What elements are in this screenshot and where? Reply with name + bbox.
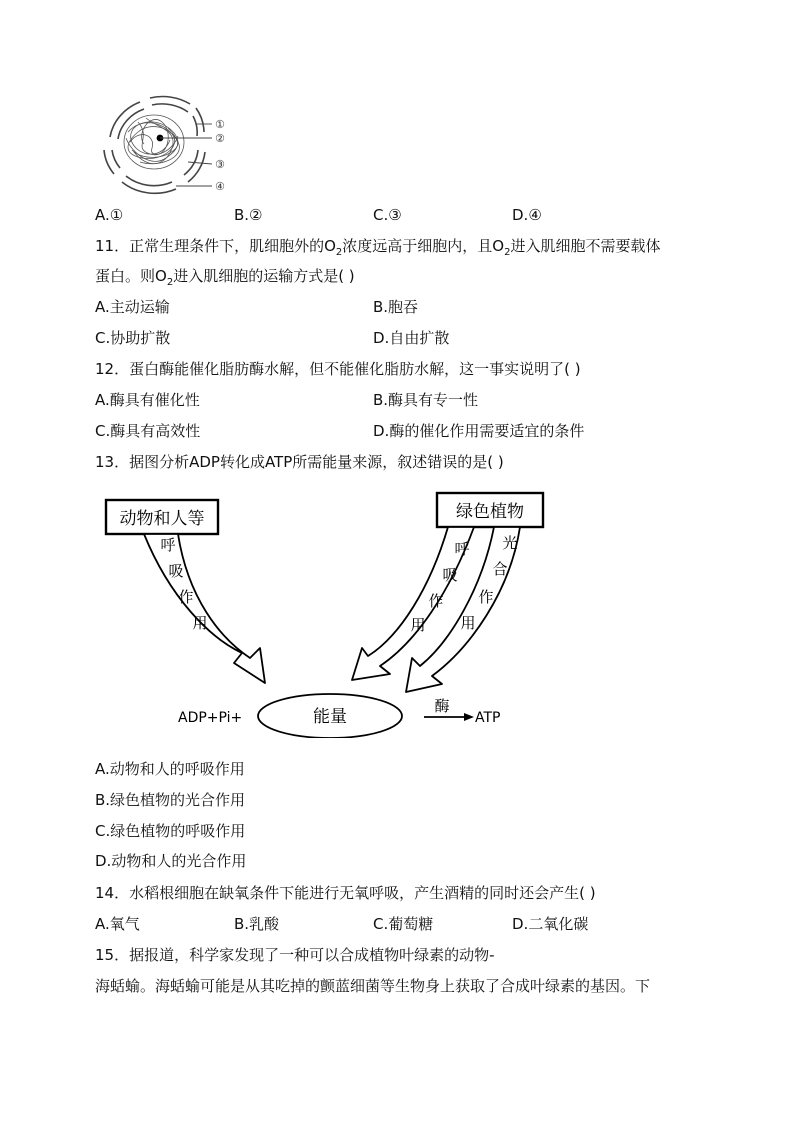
q13-option-b[interactable]: B.绿色植物的光合作用 xyxy=(95,791,246,809)
q14-stem: 14．水稻根细胞在缺氧条件下能进行无氧呼吸，产生酒精的同时还会产生( ) xyxy=(95,884,596,902)
q15-stem-line2: 海蛞蝓。海蛞蝓可能是从其吃掉的颤蓝细菌等生物身上获取了合成叶绿素的基因。下 xyxy=(95,977,651,995)
mid-arrow-char-3: 作 xyxy=(428,592,444,610)
adp-label: ADP+Pi+ xyxy=(178,710,243,726)
energy-label: 能量 xyxy=(313,707,347,727)
q10-option-b[interactable]: B.② xyxy=(234,206,263,224)
q11-text: 蛋白。则O xyxy=(95,267,167,285)
left-arrow-char-3: 作 xyxy=(178,588,194,606)
left-arrow-char-4: 用 xyxy=(192,614,208,632)
q12-option-a[interactable]: A.酶具有催化性 xyxy=(95,391,200,409)
reaction-arrowhead xyxy=(464,713,474,721)
right-arrow-char-2: 合 xyxy=(492,560,508,578)
atp-energy-diagram xyxy=(100,488,560,738)
left-arrow-char-2: 吸 xyxy=(168,562,184,580)
q10-option-d[interactable]: D.④ xyxy=(512,206,542,224)
q11-text: 11．正常生理条件下，肌细胞外的O xyxy=(95,237,336,255)
box-plants-label: 绿色植物 xyxy=(456,502,524,522)
q11-stem-line1 xyxy=(95,236,660,263)
q15-stem-line1: 15．据报道，科学家发现了一种可以合成植物叶绿素的动物- xyxy=(95,946,495,964)
q14-option-d[interactable]: D.二氧化碳 xyxy=(512,915,589,933)
box-animals-label: 动物和人等 xyxy=(119,509,205,529)
left-arrow-char-1: 呼 xyxy=(160,536,176,554)
atp-label: ATP xyxy=(475,710,501,726)
q13-option-a[interactable]: A.动物和人的呼吸作用 xyxy=(95,760,245,778)
q11-text: 浓度远高于细胞内，且O xyxy=(342,237,505,255)
enzyme-label: 酶 xyxy=(434,697,450,715)
q12-option-d[interactable]: D.酶的催化作用需要适宜的条件 xyxy=(373,422,585,440)
q11-option-c[interactable]: C.协助扩散 xyxy=(95,329,171,347)
right-arrow-char-4: 用 xyxy=(460,614,476,632)
q11-stem-line2 xyxy=(95,266,355,293)
right-arrow-char-1: 光 xyxy=(502,534,518,552)
q10-option-c[interactable]: C.③ xyxy=(373,206,402,224)
q11-option-d[interactable]: D.自由扩散 xyxy=(373,329,450,347)
label-4: ④ xyxy=(215,180,225,193)
q11-sub: 2 xyxy=(504,247,511,258)
q14-option-b[interactable]: B.乳酸 xyxy=(234,915,280,933)
mid-arrow-char-2: 吸 xyxy=(442,566,458,584)
nucleus-diagram xyxy=(92,92,242,204)
label-3: ③ xyxy=(215,158,225,171)
q13-stem: 13．据图分析ADP转化成ATP所需能量来源，叙述错误的是( ) xyxy=(95,453,504,471)
q13-option-c[interactable]: C.绿色植物的呼吸作用 xyxy=(95,822,246,840)
q14-option-a[interactable]: A.氧气 xyxy=(95,915,140,933)
q11-sub: 2 xyxy=(166,277,174,288)
right-arrow-char-3: 作 xyxy=(478,588,494,606)
mid-arrow-char-4: 用 xyxy=(410,616,426,634)
q14-option-c[interactable]: C.葡萄糖 xyxy=(373,915,434,933)
q11-text: 进入肌细胞不需要载体 xyxy=(510,237,661,255)
mid-arrow-char-1: 呼 xyxy=(454,540,470,558)
q10-option-a[interactable]: A.① xyxy=(95,206,124,224)
q12-option-b[interactable]: B.酶具有专一性 xyxy=(373,391,479,409)
label-2: ② xyxy=(215,132,225,145)
arrow-animal-respiration xyxy=(144,534,265,683)
q12-stem: 12．蛋白酶能催化脂肪酶水解，但不能催化脂肪水解，这一事实说明了( ) xyxy=(95,360,581,378)
q11-option-b[interactable]: B.胞吞 xyxy=(373,298,419,316)
q11-sub: 2 xyxy=(335,247,343,258)
q12-option-c[interactable]: C.酶具有高效性 xyxy=(95,422,201,440)
q11-option-a[interactable]: A.主动运输 xyxy=(95,298,170,316)
label-1: ① xyxy=(215,118,225,131)
q11-text: 进入肌细胞的运输方式是( ) xyxy=(173,267,355,285)
q13-option-d[interactable]: D.动物和人的光合作用 xyxy=(95,852,247,870)
